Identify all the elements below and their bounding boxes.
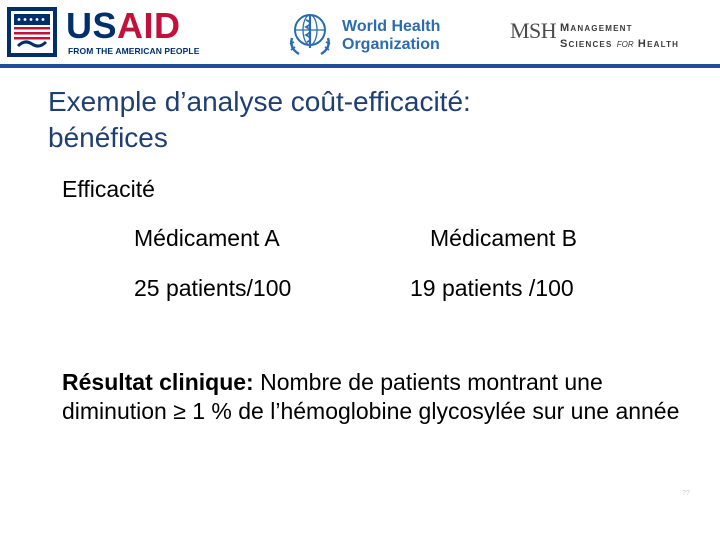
clinical-result-text bbox=[62, 368, 682, 426]
clinical-result-label: Résultat clinique: bbox=[62, 369, 254, 395]
usaid-wordmark: USAID bbox=[66, 5, 181, 46]
clinical-result-body: Nombre de patients montrant une diminution ≥ 1 % de l’hémoglobine glycosylée sur une année bbox=[62, 369, 680, 424]
table-value-drug-b: 19 patients /100 bbox=[410, 275, 574, 301]
table-header-drug-b: Médicament B bbox=[430, 225, 578, 251]
who-logo bbox=[285, 8, 445, 58]
table-header-drug-a: Médicament A bbox=[134, 225, 280, 251]
header-bar bbox=[0, 0, 720, 64]
msh-mark: MSH bbox=[510, 18, 557, 43]
header-divider bbox=[0, 64, 720, 68]
who-name: World Health Organization bbox=[342, 18, 441, 53]
page-number: ?? bbox=[682, 490, 690, 497]
efficacy-table bbox=[62, 220, 662, 330]
section-label-efficacy: Efficacité bbox=[62, 176, 155, 202]
table-value-drug-a: 25 patients/100 bbox=[134, 275, 292, 301]
usaid-logo bbox=[6, 5, 200, 58]
slide-title: Exemple d’analyse coût-efficacité: bénéfices bbox=[48, 86, 471, 153]
usaid-tagline: FROM THE AMERICAN PEOPLE bbox=[68, 46, 200, 56]
msh-logo bbox=[508, 12, 713, 56]
usaid-seal-icon bbox=[6, 6, 58, 58]
who-emblem-icon bbox=[285, 8, 335, 58]
msh-name: Management Sciences for Health bbox=[560, 22, 680, 50]
